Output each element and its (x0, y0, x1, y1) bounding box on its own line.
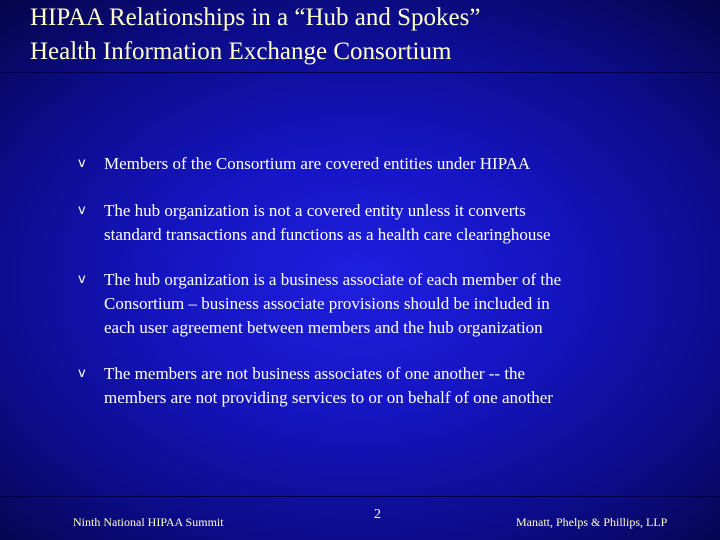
page-number: 2 (374, 507, 381, 522)
bullet-text (104, 199, 664, 247)
footer-event-name: Ninth National HIPAA Summit (73, 515, 224, 529)
bullet-text (104, 152, 664, 176)
bullet-line: The members are not business associates of one another -- the (104, 364, 526, 383)
bullet-line: The hub organization is not a covered entity unless it converts (104, 201, 526, 220)
bullet-line: standard transactions and functions as a health care clearinghouse (104, 225, 551, 244)
bullet-line: The hub organization is a business associate of each member of the (104, 270, 562, 289)
bullet-line: members are not providing services to or on behalf of one another (104, 388, 553, 407)
title-line-2: Health Information Exchange Consortium (30, 38, 452, 65)
bullet-marker-icon: v (78, 366, 86, 381)
bullet-marker-icon: v (78, 156, 86, 171)
title-line-1: HIPAA Relationships in a “Hub and Spokes” (30, 4, 481, 31)
bullet-line: Members of the Consortium are covered entities under HIPAA (104, 154, 531, 173)
footer-divider (0, 496, 720, 497)
bullet-line: Consortium – business associate provisions should be included in (104, 294, 550, 313)
bullet-text (104, 362, 664, 410)
bullet-text (104, 268, 664, 340)
bullet-marker-icon: v (78, 203, 86, 218)
bullet-marker-icon: v (78, 272, 86, 287)
footer-firm-name: Manatt, Phelps & Phillips, LLP (516, 515, 668, 529)
bullet-line: each user agreement between members and the hub organization (104, 318, 543, 337)
